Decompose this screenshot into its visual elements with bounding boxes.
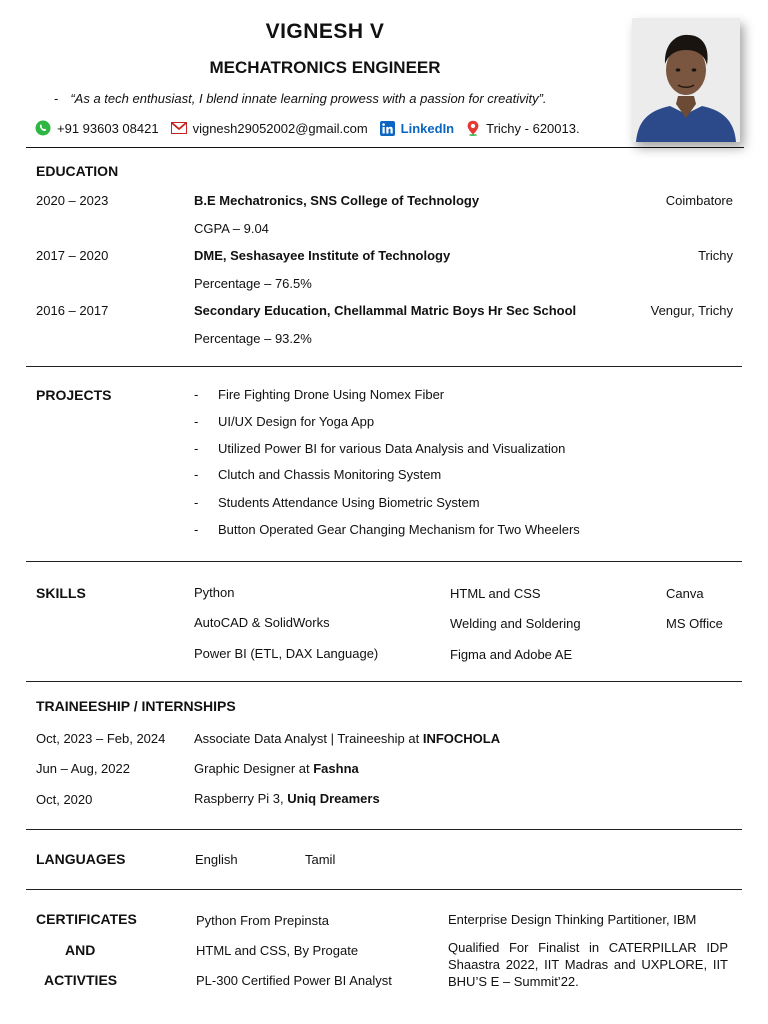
- header-divider: [26, 147, 744, 148]
- skill-item: Figma and Adobe AE: [450, 647, 573, 662]
- candidate-role: MECHATRONICS ENGINEER: [209, 58, 441, 77]
- location-pin-icon: [466, 120, 480, 136]
- phone-number[interactable]: +91 93603 08421: [57, 120, 159, 136]
- education-title: Secondary Education, Chellammal Matric Boys Hr Sec School: [194, 303, 577, 318]
- activity-item: [448, 939, 728, 990]
- education-title: DME, Seshasayee Institute of Technology: [194, 248, 451, 263]
- skill-item: AutoCAD & SolidWorks: [194, 615, 330, 630]
- section-divider: [26, 829, 742, 830]
- education-score: CGPA – 9.04: [194, 221, 269, 236]
- internship-role: [194, 731, 500, 746]
- skill-item: Canva: [666, 586, 704, 601]
- section-divider: [26, 561, 742, 562]
- skill-item: Welding and Soldering: [450, 616, 581, 631]
- languages-heading: LANGUAGES: [36, 851, 126, 867]
- contact-email: [171, 121, 368, 136]
- education-place: Coimbatore: [665, 193, 733, 208]
- list-item: [194, 441, 565, 456]
- internship-org: INFOCHOLA: [422, 731, 501, 746]
- skill-item: MS Office: [666, 616, 723, 631]
- education-place: Vengur, Trichy: [650, 303, 733, 318]
- contact-linkedin: [380, 121, 454, 136]
- project-text: UI/UX Design for Yoga App: [218, 414, 375, 429]
- language-item: Tamil: [305, 852, 336, 867]
- candidate-name: VIGNESH V: [265, 20, 385, 43]
- internship-role: [194, 761, 359, 776]
- bullet-dash: -: [194, 522, 199, 537]
- project-text: Students Attendance Using Biometric System: [218, 495, 480, 510]
- internship-text: Graphic Designer at: [194, 761, 314, 776]
- profile-photo: [632, 18, 740, 142]
- location-text: Trichy - 620013.: [486, 120, 580, 136]
- list-item: [194, 387, 444, 402]
- bullet-dash: -: [194, 414, 199, 429]
- internship-dates: Oct, 2023 – Feb, 2024: [36, 731, 166, 746]
- internship-dates: Oct, 2020: [36, 792, 93, 807]
- education-score: Percentage – 76.5%: [194, 276, 312, 291]
- email-address[interactable]: vignesh29052002@gmail.com: [192, 120, 368, 136]
- list-item: [194, 414, 374, 429]
- certificates-heading-and: AND: [65, 942, 96, 958]
- certificate-item: PL-300 Certified Power BI Analyst: [196, 973, 392, 988]
- certificate-item: HTML and CSS, By Progate: [196, 943, 359, 958]
- education-place: Trichy: [698, 248, 733, 263]
- skills-heading: SKILLS: [36, 585, 86, 601]
- internship-role: [194, 791, 380, 806]
- certificate-item: Python From Prepinsta: [196, 913, 329, 928]
- project-text: Fire Fighting Drone Using Nomex Fiber: [218, 387, 445, 402]
- internships-heading: TRAINEESHIP / INTERNSHIPS: [36, 698, 236, 714]
- internship-text: Raspberry Pi 3,: [194, 791, 288, 806]
- list-item: [194, 467, 441, 482]
- bullet-dash: -: [194, 495, 199, 510]
- bullet-dash: -: [194, 441, 199, 456]
- list-item: [194, 522, 580, 537]
- contact-phone: [35, 120, 159, 136]
- bullet-dash: -: [194, 467, 199, 482]
- certificates-heading: CERTIFICATES: [36, 911, 137, 927]
- quote-text: “As a tech enthusiast, I blend innate learning prowess with a passion for creativity”.: [70, 91, 547, 106]
- activity-text: Qualified For Finalist in CATERPILLAR IDP Shaastra 2022, IIT Madras and UXPLORE, IIT: [448, 940, 728, 972]
- contact-row: [35, 120, 592, 136]
- education-score: Percentage – 93.2%: [194, 331, 312, 346]
- activity-text-end: BHU’S E – Summit’22.: [448, 974, 579, 989]
- education-heading: EDUCATION: [36, 163, 119, 179]
- skill-item: HTML and CSS: [450, 586, 541, 601]
- bullet-dash: -: [194, 387, 199, 402]
- whatsapp-icon: [35, 120, 51, 136]
- education-years: 2017 – 2020: [36, 248, 109, 263]
- activities-heading: ACTIVTIES: [44, 972, 118, 988]
- language-item: English: [195, 852, 238, 867]
- project-text: Utilized Power BI for various Data Analysis and Visualization: [218, 441, 566, 456]
- linkedin-icon: [380, 121, 395, 136]
- internship-org: Fashna: [313, 761, 359, 776]
- personal-quote: [54, 91, 547, 106]
- project-text: Clutch and Chassis Monitoring System: [218, 467, 442, 482]
- skill-item: Power BI (ETL, DAX Language): [194, 646, 379, 661]
- activity-item: Enterprise Design Thinking Partitioner, IBM: [448, 912, 697, 927]
- skill-item: Python: [194, 585, 235, 600]
- gmail-icon: [171, 122, 187, 134]
- section-divider: [26, 889, 742, 890]
- project-text: Button Operated Gear Changing Mechanism for Two Wheelers: [218, 522, 580, 537]
- education-years: 2020 – 2023: [36, 193, 109, 208]
- internship-dates: Jun – Aug, 2022: [36, 761, 130, 776]
- projects-heading: PROJECTS: [36, 387, 112, 403]
- list-item: [194, 495, 480, 510]
- education-years: 2016 – 2017: [36, 303, 109, 318]
- section-divider: [26, 681, 742, 682]
- quote-dash: -: [54, 91, 59, 106]
- internship-text: Associate Data Analyst | Traineeship at: [194, 731, 423, 746]
- person-portrait-icon: [632, 18, 740, 142]
- section-divider: [26, 366, 742, 367]
- linkedin-link[interactable]: LinkedIn: [400, 120, 455, 136]
- education-title: B.E Mechatronics, SNS College of Technology: [194, 193, 480, 208]
- contact-location: [466, 120, 579, 136]
- internship-org: Uniq Dreamers: [287, 791, 380, 806]
